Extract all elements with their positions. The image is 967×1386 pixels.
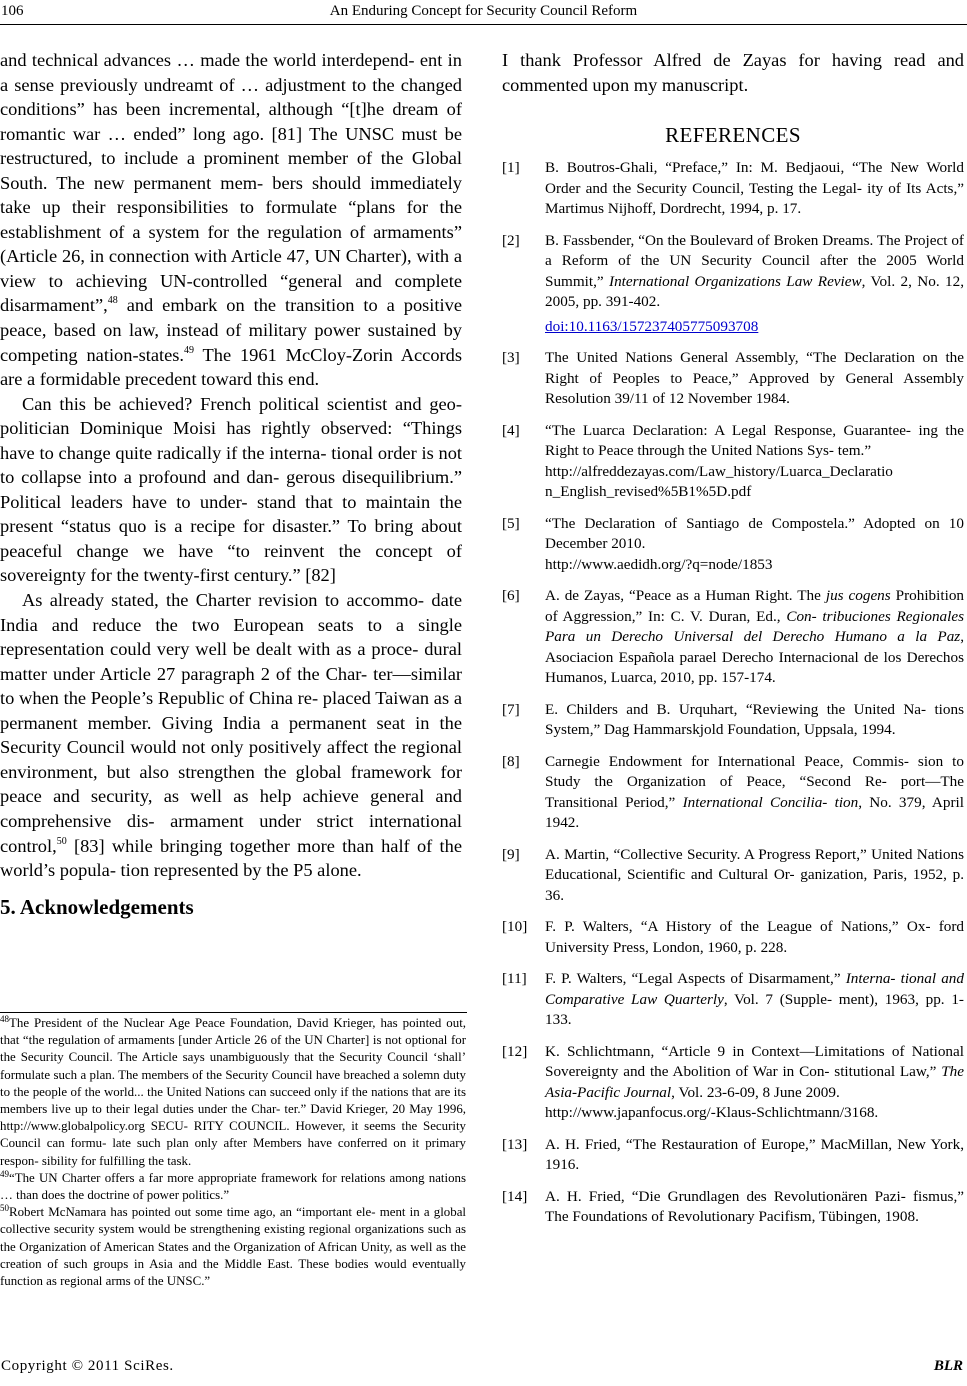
footnote-ref-50[interactable]: 50 bbox=[56, 835, 67, 847]
reference-italic: Interna- tional and Comparative Law Quarterly bbox=[545, 970, 964, 1008]
reference-item bbox=[502, 700, 964, 741]
reference-number: [1] bbox=[502, 159, 520, 176]
footnote-text: The President of the Nuclear Age Peace Foundation, David Krieger, has pointed out, that “the regulation of armaments [under Article 26 of the UN Charter] is not optional for the Security Council. The Article says unambiguously that the Security Council ‘shall’ formulate such a plan. The members of the Security Council have breached a solemn duty to the people of the world... the United Nations can succeed only if the nations that are its members live up to their legal duties under the Char- ter.” David Krieger, 20 May 1996, http://www.globalpolicy.org SECU- RITY COUNCIL. However, it seems the Security Council can formu- late such plan only after Members have conferred on it primary respon- sibility for fulfilling the task. bbox=[0, 1016, 466, 1168]
reference-segment: A. H. Fried, “The Restauration of Europe,” MacMillan, New York, 1916. bbox=[545, 1135, 964, 1173]
paragraph-1-text-b: and embark on the transition to a positive peace, based on law, instead of military power sustained by competing nation-states. bbox=[0, 295, 462, 365]
reference-text bbox=[545, 421, 964, 503]
reference-segment: A. de Zayas, “Peace as a Human Right. The bbox=[545, 587, 826, 604]
paragraph-1 bbox=[0, 48, 462, 392]
running-title: An Enduring Concept for Security Council Reform bbox=[329, 3, 638, 19]
paragraph-2: Can this be achieved? French political scientist and geo-politician Dominique Moisi has rightly observed: “Things have to change quite radically if the interna- tional order is not to collapse into a profound and dan- gerous disequilibrium.” Political leaders have to under- stand that to maintain the present “status quo is a recipe for disaster.” To bring about peaceful change we have “to reinvent the concept of sovereignty for the twenty-first century.” [82] bbox=[0, 393, 462, 586]
reference-segment: B. Boutros-Ghali, “Preface,” In: M. Bedjaoui, “The New World Order and the Security Council, Testing the Legal- ity of Its Acts,” Martimus Nijhoff, Dordrecht, 1994, p. 17. bbox=[545, 159, 964, 217]
reference-number: [4] bbox=[502, 421, 520, 439]
reference-number: [11] bbox=[502, 970, 527, 987]
reference-url[interactable]: http://www.aedidh.org/?q=node/1853 bbox=[545, 555, 773, 573]
footnote-text: “The UN Charter offers a far more appropriate framework for relations among nations … than does the doctrine of power politics.” bbox=[0, 1170, 466, 1203]
reference-text bbox=[545, 231, 964, 338]
references-title: REFERENCES bbox=[665, 123, 801, 147]
reference-segment: K. Schlichtmann, “Article 9 in Context—Limitations of National Sovereignty and the Abolition of War in Con- stitutional Law,” bbox=[545, 1042, 964, 1080]
reference-item bbox=[502, 1187, 964, 1228]
paragraph-3-text-b: [83] while bringing together more than half of the world’s popula- tion represented by the P5 alone. bbox=[0, 835, 462, 881]
reference-segment: , Vol. 7 (Supple- ment), 1963, pp. 1-133. bbox=[545, 990, 964, 1028]
reference-number: [8] bbox=[502, 752, 520, 770]
reference-item bbox=[502, 1042, 964, 1124]
journal-abbrev: BLR bbox=[933, 1358, 963, 1374]
reference-number: [12] bbox=[502, 1042, 528, 1060]
reference-segment: Carnegie Endowment for International Peace, Commis- sion to Study the Organization of Peace, “Second Re- port—The Transitional Period,” bbox=[545, 752, 964, 811]
reference-text bbox=[545, 514, 964, 576]
reference-italic: International Organizations Law Review bbox=[609, 272, 862, 290]
reference-number: [9] bbox=[502, 845, 520, 863]
reference-segment: , Vol. 2, No. 12, 2005, pp. 391-402. bbox=[545, 272, 964, 310]
reference-italic: International Concilia- tion bbox=[682, 793, 859, 811]
reference-number: [10] bbox=[502, 918, 528, 935]
reference-text bbox=[545, 917, 964, 958]
reference-number: [3] bbox=[502, 349, 520, 366]
reference-text bbox=[545, 752, 964, 834]
reference-segment: , No. 379, April 1942. bbox=[545, 793, 964, 831]
footnote-ref-48[interactable]: 48 bbox=[107, 295, 118, 307]
reference-text bbox=[545, 586, 964, 689]
reference-text bbox=[545, 969, 964, 1031]
paragraph-3 bbox=[0, 588, 462, 883]
reference-list bbox=[502, 158, 964, 1228]
paragraph-1-text-a: and technical advances … made the world interdepend- ent in a sense previously undreamt of … adjustment to the changed conditions” has been incremental, although “[t]he dream of romantic war … ended” long ago. [81] The UNSC must be restructured, to include a prominent member of the Global South. The new permanent mem- bers should immediately take up their responsibilities to formulate “plans for the establishment of a system for the regulation of armaments” (Article 26, in connection with Article 47, UN Charter), with a view to achieving UN-controlled “general and complete disarmament”, bbox=[0, 50, 462, 316]
reference-segment: E. Childers and B. Urquhart, “Reviewing the United Na- tions System,” Dag Hammarskjold Foundation, Uppsala, 1994. bbox=[545, 700, 964, 738]
reference-item bbox=[502, 158, 964, 220]
running-head bbox=[0, 0, 967, 24]
reference-text bbox=[545, 845, 964, 907]
reference-segment: A. H. Fried, “Die Grundlagen des Revolutionären Pazi- fismus,” The Foundations of Revolutionary Pacifism, Tübingen, 1908. bbox=[545, 1187, 964, 1225]
reference-item bbox=[502, 231, 964, 338]
header-rule bbox=[0, 24, 967, 25]
reference-segment: A. Martin, “Collective Security. A Progress Report,” United Nations Educational, Scientific and Cultural Or- ganization, Paris, 1952, p. 36. bbox=[545, 845, 964, 904]
reference-segment: Prohibition of Aggression,” In: C. V. Duran, Ed., bbox=[545, 587, 965, 625]
reference-segment: “The Luarca Declaration: A Legal Response, Guarantee- ing the Right to Peace through the United Nations Sys- tem.” bbox=[545, 421, 964, 459]
page-number: 106 bbox=[1, 3, 24, 19]
left-column bbox=[0, 48, 462, 920]
footnote-mark: 50 bbox=[0, 1203, 9, 1214]
reference-segment: F. P. Walters, “Legal Aspects of Disarmament,” bbox=[545, 970, 846, 987]
reference-text bbox=[545, 348, 964, 410]
reference-number: [2] bbox=[502, 231, 520, 249]
reference-segment: , Asociacion Española parael Derecho Internacional de los Derechos Humanos, Luarca, 2010, pp. 157-174. bbox=[545, 628, 964, 686]
reference-text bbox=[545, 1187, 964, 1228]
reference-number: [6] bbox=[502, 587, 520, 604]
reference-number: [7] bbox=[502, 700, 520, 718]
reference-url[interactable]: http://alfreddezayas.com/Law_history/Luarca_Declaratio n_English_revised%5B1%5D.pdf bbox=[545, 462, 893, 500]
footnote-text: Robert McNamara has pointed out some time ago, an “important ele- ment in a global collective security system would be strengthening existing regional organizations such as the Organization of American States and the Organization of African Unity, as well as the creation of such groups in Asia and the Middle East. These bodies would eventually function as regional arms of the UNSC.” bbox=[0, 1205, 466, 1289]
paragraph-3-text-a: As already stated, the Charter revision to accommo- date India and reduce the two European seats to a single representation could very well be dealt with as a proce- dural matter under Article 27 paragraph 2 of the Char- ter—similar to when the People’s Republic of China re- placed Taiwan as a permanent member. Giving India a permanent seat in the Security Council would not only positively affect the regional environment, but also strengthen the global framework for peace and security, as well as help achieve general and comprehensive dis- armament under strict international control, bbox=[0, 590, 462, 856]
footnote-ref-49[interactable]: 49 bbox=[184, 344, 195, 356]
footnote-rule bbox=[0, 1012, 467, 1013]
footnote-mark: 48 bbox=[0, 1014, 9, 1024]
copyright: Copyright © 2011 SciRes. bbox=[1, 1358, 174, 1374]
reference-item bbox=[502, 421, 964, 503]
footnote-50 bbox=[0, 1204, 466, 1290]
reference-item bbox=[502, 348, 964, 410]
reference-text bbox=[545, 1135, 964, 1176]
reference-number: [5] bbox=[502, 514, 520, 532]
reference-item bbox=[502, 1135, 964, 1176]
reference-segment: “The Declaration of Santiago de Compostela.” Adopted on 10 December 2010. bbox=[545, 514, 964, 552]
reference-item bbox=[502, 969, 964, 1031]
reference-italic: The Asia-Pacific Journal bbox=[545, 1063, 964, 1101]
footnotes bbox=[0, 1015, 466, 1290]
footnote-49 bbox=[0, 1170, 466, 1204]
reference-segment: The United Nations General Assembly, “The Declaration on the Right of Peoples to Peace,” Approved by General Assembly Resolution 39/11 of 12 November 1984. bbox=[545, 349, 964, 407]
reference-text bbox=[545, 158, 964, 220]
doi-link[interactable]: doi:10.1163/157237405775093708 bbox=[545, 317, 759, 335]
reference-item bbox=[502, 514, 964, 576]
acknowledgement-text: I thank Professor Alfred de Zayas for having read and commented upon my manuscript. bbox=[502, 50, 964, 95]
reference-text bbox=[545, 700, 964, 741]
reference-segment: F. P. Walters, “A History of the League of Nations,” Ox- ford University Press, London, 1960, p. 228. bbox=[545, 918, 964, 956]
footnote-mark: 49 bbox=[0, 1168, 9, 1179]
reference-item bbox=[502, 586, 964, 689]
reference-item bbox=[502, 917, 964, 958]
reference-item bbox=[502, 752, 964, 834]
right-column bbox=[502, 48, 964, 1239]
reference-segment: , Vol. 23-6-09, 8 June 2009. bbox=[671, 1083, 840, 1101]
reference-italic: Con- tribuciones Regionales Para un Derecho Universal del Derecho Humano a la Paz bbox=[545, 607, 965, 645]
reference-segment: B. Fassbender, “On the Boulevard of Broken Dreams. The Project of a Reform of the UN Security Council after the 2005 World Summit,” bbox=[545, 231, 964, 290]
paragraph-1-text-c: The 1961 McCloy-Zorin Accords are a formidable precedent toward this end. bbox=[0, 344, 462, 390]
reference-number: [14] bbox=[502, 1187, 528, 1205]
reference-item bbox=[502, 845, 964, 907]
footnote-48 bbox=[0, 1015, 466, 1170]
reference-italic: jus cogens bbox=[825, 587, 891, 604]
reference-url[interactable]: http://www.japanfocus.org/-Klaus-Schlichtmann/3168. bbox=[545, 1104, 879, 1121]
reference-number: [13] bbox=[502, 1135, 528, 1153]
section-heading: 5. Acknowledgements bbox=[0, 894, 194, 919]
reference-text bbox=[545, 1042, 964, 1124]
